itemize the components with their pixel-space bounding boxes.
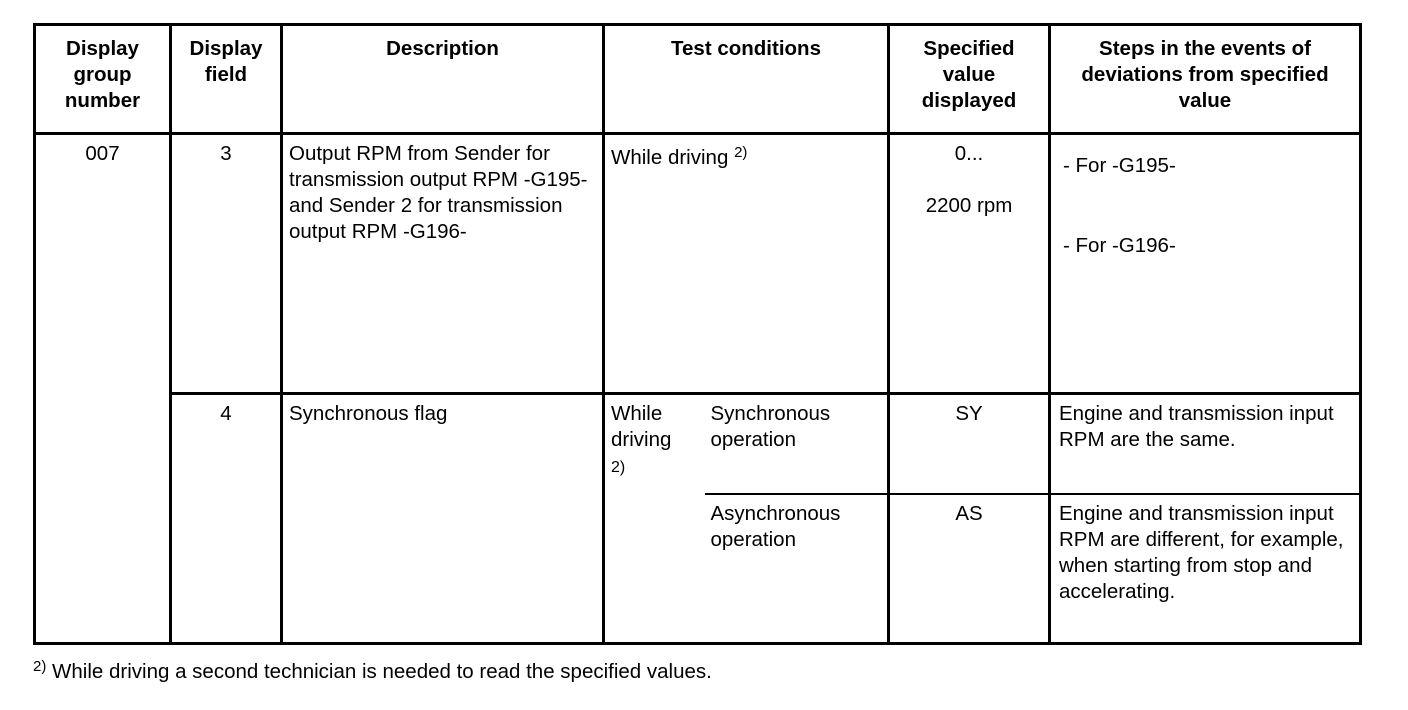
value-max: 2200 rpm bbox=[925, 194, 1013, 217]
sub-condition-cell bbox=[705, 394, 889, 494]
description-text: Synchronous flag bbox=[289, 402, 448, 425]
field-number: 3 bbox=[220, 142, 232, 165]
footnote-ref: 2) bbox=[734, 144, 748, 161]
footnote-marker: 2) bbox=[33, 658, 47, 675]
value-as: AS bbox=[955, 501, 983, 525]
table-row bbox=[35, 394, 1361, 494]
step-g196: - For -G196- bbox=[1063, 234, 1176, 257]
header-test-conditions: Test conditions bbox=[604, 25, 889, 134]
sub-condition-sync: Synchronous operation bbox=[710, 402, 831, 451]
description-cell bbox=[282, 134, 604, 394]
test-condition bbox=[605, 135, 887, 171]
test-condition bbox=[605, 395, 705, 481]
header-description: Description bbox=[282, 25, 604, 134]
step-sync: Engine and transmission input RPM are the same. bbox=[1059, 402, 1334, 451]
steps-cell bbox=[1050, 394, 1361, 494]
test-condition-cell bbox=[604, 394, 705, 644]
specified-value-cell bbox=[889, 494, 1050, 644]
value-min: 0... bbox=[954, 142, 984, 165]
field-cell bbox=[171, 134, 282, 394]
table-row bbox=[35, 134, 1361, 394]
step-g195: - For -G195- bbox=[1063, 154, 1176, 177]
step-async: Engine and transmission input RPM are different, for example, when starting from stop and accelerating. bbox=[1059, 501, 1344, 603]
test-condition-cell bbox=[604, 134, 889, 394]
header-row bbox=[35, 25, 1361, 134]
description-text: Output RPM from Sender for transmission output RPM -G195- and Sender 2 for transmission output RPM -G196- bbox=[289, 142, 588, 243]
footnote-text: While driving a second technician is needed to read the specified values. bbox=[52, 660, 712, 683]
sub-condition-cell bbox=[705, 494, 889, 644]
description-cell bbox=[282, 394, 604, 644]
steps-cell bbox=[1050, 494, 1361, 644]
field-number: 4 bbox=[220, 402, 232, 425]
condition-text: While driving bbox=[611, 402, 672, 451]
header-display-field: Display field bbox=[171, 25, 282, 134]
condition-text: While driving bbox=[611, 146, 729, 169]
header-display-group: Display group number bbox=[35, 25, 171, 134]
specified-value-cell bbox=[889, 134, 1050, 394]
value-sy: SY bbox=[955, 402, 983, 425]
group-number-cell bbox=[35, 134, 171, 644]
header-specified-value: Specified value displayed bbox=[889, 25, 1050, 134]
footnote-ref: 2) bbox=[611, 459, 626, 476]
field-cell bbox=[171, 394, 282, 644]
group-number: 007 bbox=[85, 142, 120, 165]
footnote bbox=[33, 660, 712, 684]
sub-condition-async: Asynchronous operation bbox=[710, 501, 841, 551]
header-steps: Steps in the events of deviations from specified value bbox=[1050, 25, 1361, 134]
diagnostic-table bbox=[33, 23, 1362, 645]
specified-value-cell bbox=[889, 394, 1050, 494]
steps-cell bbox=[1050, 134, 1361, 394]
